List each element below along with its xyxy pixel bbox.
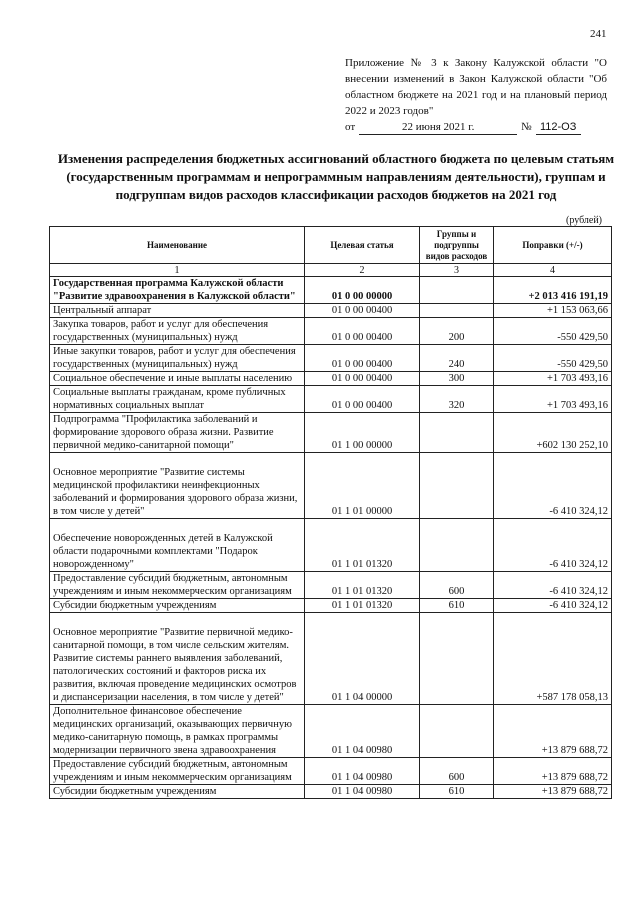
row-group — [420, 453, 494, 519]
row-name: Основное мероприятие "Развитие системы медицинской профилактики неинфекционных заболеваний и формирования здорового образа жизни, в том числе у детей" — [50, 453, 305, 519]
number-label: № — [521, 121, 532, 133]
row-group — [420, 304, 494, 318]
row-amount: +2 013 416 191,19 — [494, 277, 612, 304]
row-code: 01 1 00 00000 — [305, 413, 420, 453]
row-group: 300 — [420, 372, 494, 386]
table-row — [50, 599, 612, 613]
table-row — [50, 613, 612, 705]
row-group: 610 — [420, 599, 494, 613]
column-number-row — [50, 264, 612, 277]
table-row — [50, 372, 612, 386]
row-group: 320 — [420, 386, 494, 413]
row-name: Субсидии бюджетным учреждениям — [50, 599, 305, 613]
column-number: 1 — [50, 264, 305, 277]
row-amount: -6 410 324,12 — [494, 453, 612, 519]
row-amount: +587 178 058,13 — [494, 613, 612, 705]
header-name: Наименование — [50, 227, 305, 264]
row-name: Субсидии бюджетным учреждениям — [50, 785, 305, 799]
table-row — [50, 277, 612, 304]
row-group: 610 — [420, 785, 494, 799]
row-amount: -6 410 324,12 — [494, 519, 612, 572]
row-code: 01 1 04 00980 — [305, 785, 420, 799]
row-group: 600 — [420, 572, 494, 599]
table-row — [50, 304, 612, 318]
header-target: Целевая статья — [305, 227, 420, 264]
row-amount: -6 410 324,12 — [494, 572, 612, 599]
row-code: 01 1 01 00000 — [305, 453, 420, 519]
table-row — [50, 413, 612, 453]
table-row — [50, 758, 612, 785]
row-amount: +1 703 493,16 — [494, 372, 612, 386]
row-code: 01 0 00 00000 — [305, 277, 420, 304]
header-row — [50, 227, 612, 264]
table-row — [50, 318, 612, 345]
row-name: Предоставление субсидий бюджетным, автономным учреждениям и иным некоммерческим организациям — [50, 758, 305, 785]
row-group: 600 — [420, 758, 494, 785]
table-row — [50, 345, 612, 372]
header-groups: Группы и подгруппы видов расходов — [420, 227, 494, 264]
row-group — [420, 277, 494, 304]
column-number: 4 — [494, 264, 612, 277]
row-amount: +13 879 688,72 — [494, 758, 612, 785]
row-code: 01 1 01 01320 — [305, 519, 420, 572]
row-code: 01 1 01 01320 — [305, 599, 420, 613]
row-amount: +602 130 252,10 — [494, 413, 612, 453]
row-name: Подпрограмма "Профилактика заболеваний и формирование здорового образа жизни. Развитие первичной медико-санитарной помощи" — [50, 413, 305, 453]
law-date: 22 июня 2021 г. — [359, 121, 517, 135]
row-amount: +13 879 688,72 — [494, 785, 612, 799]
row-code: 01 0 00 00400 — [305, 372, 420, 386]
row-amount: -6 410 324,12 — [494, 599, 612, 613]
row-group — [420, 705, 494, 758]
table-row — [50, 453, 612, 519]
row-group — [420, 519, 494, 572]
law-number: 112-ОЗ — [536, 121, 581, 135]
budget-table — [49, 226, 612, 799]
row-name: Социальное обеспечение и иные выплаты населению — [50, 372, 305, 386]
row-name: Социальные выплаты гражданам, кроме публичных нормативных социальных выплат — [50, 386, 305, 413]
row-code: 01 0 00 00400 — [305, 386, 420, 413]
row-group: 200 — [420, 318, 494, 345]
header-amount: Поправки (+/-) — [494, 227, 612, 264]
row-code: 01 1 04 00980 — [305, 758, 420, 785]
table-row — [50, 386, 612, 413]
appendix-reference — [345, 55, 607, 135]
row-code: 01 1 04 00000 — [305, 613, 420, 705]
row-name: Обеспечение новорожденных детей в Калужской области подарочными комплектами "Подарок новорожденному" — [50, 519, 305, 572]
column-number: 3 — [420, 264, 494, 277]
page-number: 241 — [590, 28, 607, 40]
row-name: Основное мероприятие "Развитие первичной медико-санитарной помощи, в том числе сельским жителям. Развитие системы раннего выявления заболеваний, патологических состояний и факторов риска их развития, включая проведение медицинских осмотров и диспансеризации населения, в том числе у детей" — [50, 613, 305, 705]
table-row — [50, 572, 612, 599]
row-amount: +1 703 493,16 — [494, 386, 612, 413]
row-amount: -550 429,50 — [494, 318, 612, 345]
appendix-text: Приложение № 3 к Закону Калужской области "О внесении изменений в Закон Калужской области "Об областном бюджете на 2021 год и на плановый период 2022 и 2023 годов" — [345, 57, 607, 117]
from-label: от — [345, 121, 356, 133]
row-name: Центральный аппарат — [50, 304, 305, 318]
column-number: 2 — [305, 264, 420, 277]
row-group — [420, 613, 494, 705]
row-group — [420, 413, 494, 453]
table-row — [50, 519, 612, 572]
row-amount: -550 429,50 — [494, 345, 612, 372]
row-code: 01 0 00 00400 — [305, 345, 420, 372]
row-name: Иные закупки товаров, работ и услуг для обеспечения государственных (муниципальных) нужд — [50, 345, 305, 372]
row-amount: +1 153 063,66 — [494, 304, 612, 318]
table-row — [50, 785, 612, 799]
row-name: Дополнительное финансовое обеспечение медицинских организаций, оказывающих первичную медико-санитарную помощь, в рамках программы модернизации первичного звена здравоохранения — [50, 705, 305, 758]
row-code: 01 0 00 00400 — [305, 318, 420, 345]
row-amount: +13 879 688,72 — [494, 705, 612, 758]
row-group: 240 — [420, 345, 494, 372]
law-date-line — [345, 119, 607, 135]
row-code: 01 0 00 00400 — [305, 304, 420, 318]
table-row — [50, 705, 612, 758]
row-code: 01 1 04 00980 — [305, 705, 420, 758]
units-label: (рублей) — [566, 215, 603, 226]
row-name: Государственная программа Калужской области "Развитие здравоохранения в Калужской области" — [50, 277, 305, 304]
row-name: Предоставление субсидий бюджетным, автономным учреждениям и иным некоммерческим организациям — [50, 572, 305, 599]
row-code: 01 1 01 01320 — [305, 572, 420, 599]
row-name: Закупка товаров, работ и услуг для обеспечения государственных (муниципальных) нужд — [50, 318, 305, 345]
document-title: Изменения распределения бюджетных ассигнований областного бюджета по целевым статьям (государственным программам и непрограммным направлениям деятельности), группам и подгруппам видов расходов классификации расходов бюджетов на 2021 год — [57, 151, 615, 202]
